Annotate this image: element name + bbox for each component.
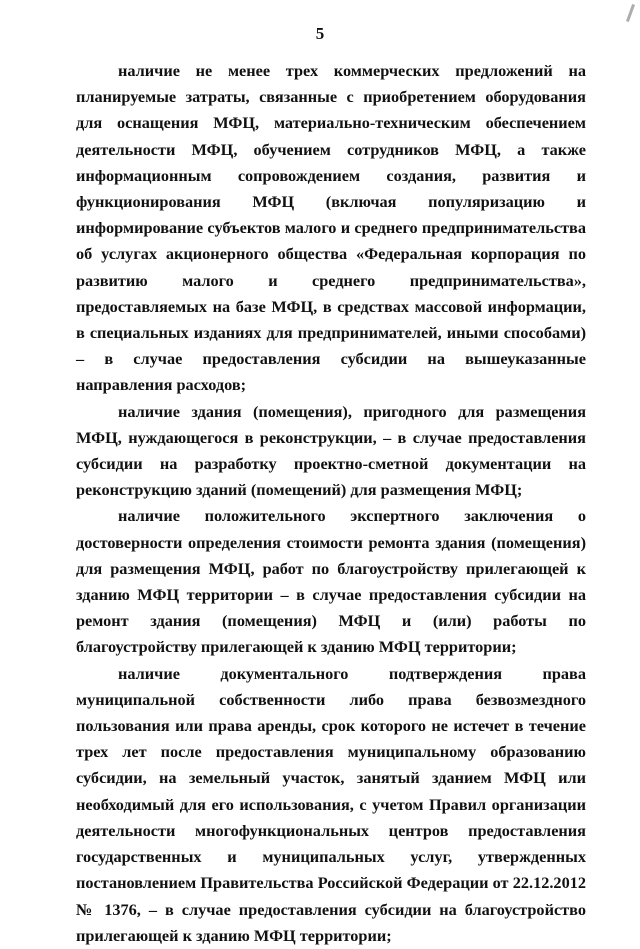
paragraph-land-rights: наличие документального подтверждения права муниципальной собственности либо права безвозмездного пользования или права аренды, срок которого не истечет в течение трех лет после предоставления муниципальному образованию субсидии, на земельный участок, занятый зданием МФЦ или необходимый для его использования, с учетом Правил организации деятельности многофункциональных центров предоставления государственных и муниципальных услуг, утвержденных постановлением Правительства Российской Федерации от 22.12.2012 № 1376, – в случае предоставления субсидии на благоустройство прилегающей к зданию МФЦ территории;	[76, 663, 586, 945]
paragraph-commercial-offers: наличие не менее трех коммерческих предложений на планируемые затраты, связанные с приобретением оборудования для оснащения МФЦ, материально-техническим обеспечением деятельности МФЦ, обучением сотрудников МФЦ, а также информационным сопровождением создания, развития и функционирования МФЦ (включая популяризацию и информирование субъектов малого и среднего предпринимательства об услугах акционерного общества «Федеральная корпорация по развитию малого и среднего предпринимательства», предоставляемых на базе МФЦ, в средствах массовой информации, в специальных изданиях для предпринимателей, иными способами) – в случае предоставления субсидии на вышеуказанные направления расходов;	[76, 61, 586, 395]
page-number: 5	[315, 24, 325, 43]
document-body	[76, 58, 586, 949]
paragraph-building-reconstruction: наличие здания (помещения), пригодного для размещения МФЦ, нуждающегося в реконструкции, – в случае предоставления субсидии на разработку проектно-сметной документации на реконструкцию зданий (помещений) для размещения МФЦ;	[76, 401, 586, 500]
scan-mark	[626, 4, 635, 22]
paragraph-expert-conclusion: наличие положительного экспертного заключения о достоверности определения стоимости ремонта здания (помещения) для размещения МФЦ, работ по благоустройству прилегающей к зданию МФЦ территории – в случае предоставления субсидии на ремонт здания (помещения) МФЦ и (или) работы по благоустройству прилегающей к зданию МФЦ территории;	[76, 506, 586, 657]
